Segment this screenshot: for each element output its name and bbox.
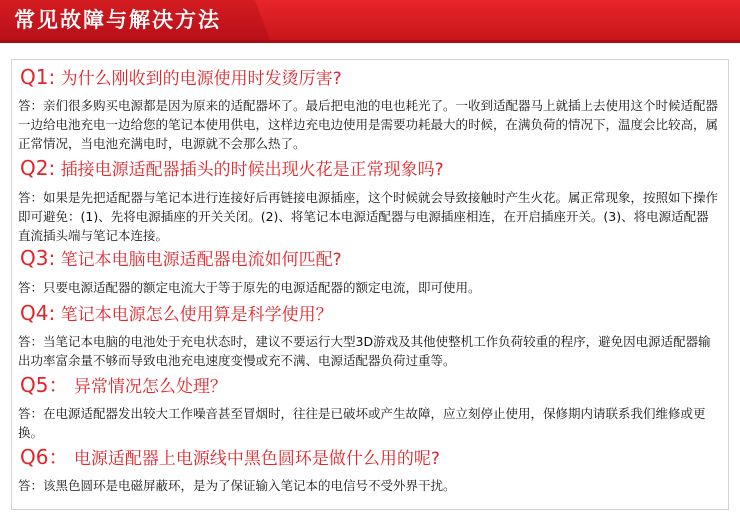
faq-answer-1: 答：亲们很多购买电源都是因为原来的适配器坏了。最后把电池的电也耗光了。一收到适配器马上就插上去使用这个时候适配器一边给电池充电一边给您的笔记本使用供电，这样边充电边使用是需要功耗最大的时候，在满负荷的情况下，温度会比较高，属正常情况，当电池充满电时，电源就不会那么热了。 [18, 98, 719, 151]
faq-question-4 [20, 302, 333, 326]
question-number: Q5： [20, 373, 69, 397]
faq-answer-2: 答：如果是先把适配器与笔记本进行连接好后再链接电源插座，这个时候就会导致接触时产生火花。属正常现象，按照如下操作即可避免：(1)、先将电源插座的开关关闭。(2)、将笔记本电源适配器与电源插座相连，在开启插座开关。(3)、将电源适配器直流插头端与笔记本连接。 [18, 190, 719, 243]
question-text: 笔记本电源怎么使用算是科学使用？ [60, 305, 333, 325]
faq-answer-6: 答：该黑色圆环是电磁屏蔽环，是为了保证输入笔记本的电信号不受外界干扰。 [18, 478, 456, 493]
faq-question-2 [20, 157, 444, 181]
faq-question-1 [20, 66, 342, 90]
question-text: 异常情况怎么处理？ [73, 377, 227, 397]
question-text: 为什么刚收到的电源使用时发烫厉害? [60, 69, 342, 89]
faq-answer-3: 答：只要电源适配器的额定电流大于等于原先的电源适配器的额定电流，即可使用。 [18, 280, 481, 295]
page-title: 常见故障与解决方法 [14, 8, 221, 32]
question-text: 插接电源适配器插头的时候出现火花是正常现象吗? [60, 160, 444, 180]
question-number: Q4: [20, 301, 56, 325]
faq-question-5 [20, 374, 227, 398]
header-underline [0, 40, 740, 43]
question-text: 电源适配器上电源线中黑色圆环是做什么用的呢? [73, 449, 440, 469]
question-text: 笔记本电脑电源适配器电流如何匹配? [60, 250, 342, 270]
question-number: Q6： [20, 445, 69, 469]
faq-answer-4: 答：当笔记本电脑的电池处于充电状态时，建议不要运行大型3D游戏及其他使整机工作负荷较重的程序，避免因电源适配器输出功率富余量不够而导致电池充电速度变慢或充不满、电源适配器负荷过重等。 [18, 334, 711, 368]
question-number: Q1: [20, 65, 56, 89]
question-number: Q3: [20, 246, 56, 270]
faq-question-3 [20, 247, 342, 271]
faq-answer-5: 答：在电源适配器发出较大工作噪音甚至冒烟时，往往是已破坏或产生故障，应立刻停止使用，保修期内请联系我们维修或更换。 [18, 406, 706, 440]
faq-question-6 [20, 446, 440, 470]
question-number: Q2: [20, 156, 56, 180]
